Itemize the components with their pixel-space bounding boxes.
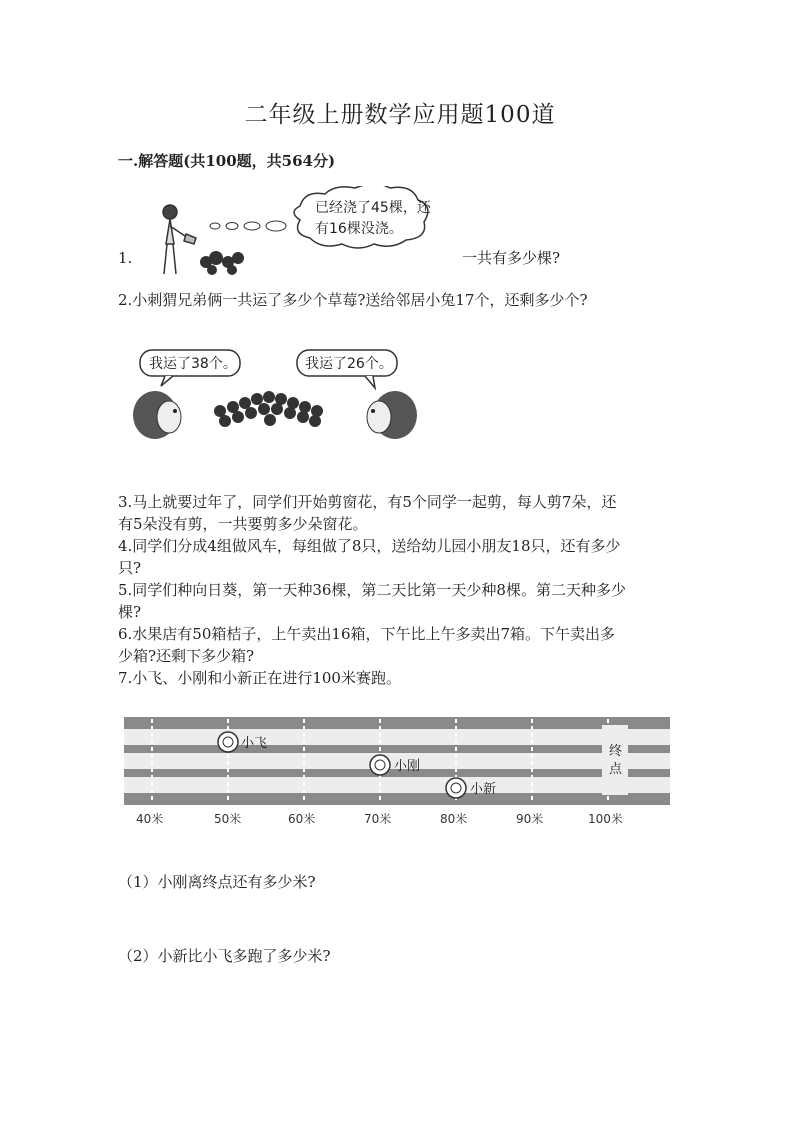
q6-line-1: 6.水果店有50箱桔子，上午卖出16箱，下午比上午多卖出7箱。下午卖出多 [118,625,616,643]
q1-question: 一共有多少棵? [462,249,561,267]
tick-50: 50米 [214,812,242,826]
page-title: 二年级上册数学应用题100道 [244,102,556,128]
finish-box [602,725,628,795]
race-track [122,715,672,835]
q1-number: 1. [118,249,133,267]
q3-line-1: 3.马上就要过年了，同学们开始剪窗花，有5个同学一起剪，每人剪7朵，还 [118,493,617,511]
strawberry-pile [214,391,323,427]
q7-sub-1: （1）小刚离终点还有多少米? [118,873,316,891]
bubble-line-2: 有16棵没浇。 [315,221,403,237]
q2-illustration [125,345,445,450]
hedgehog-right [367,391,417,439]
tick-80: 80米 [440,812,468,826]
q6-line-2: 少箱?还剩下多少箱? [118,647,255,665]
section-heading: 一.解答题(共100题，共564分) [118,152,336,170]
runner-xiaoxin-label: 小新 [470,782,497,797]
q2-text: 2.小刺猬兄弟俩一共运了多少个草莓?送给邻居小兔17个，还剩多少个? [118,291,588,309]
q4-line-1: 4.同学们分成4组做风车，每组做了8只，送给幼儿园小朋友18只，还有多少 [118,537,621,555]
q3-line-2: 有5朵没有剪，一共要剪多少朵窗花。 [118,515,368,533]
q1-illustration [140,186,460,282]
q7-text: 7.小飞、小刚和小新正在进行100米赛跑。 [118,669,401,687]
tick-60: 60米 [288,812,316,826]
q5-line-2: 棵? [118,603,142,621]
tick-70: 70米 [364,812,392,826]
q5-line-1: 5.同学们种向日葵，第一天种36棵，第二天比第一天少种8棵。第二天种多少 [118,581,626,599]
tick-90: 90米 [516,812,544,826]
bubble-left-text: 我运了38个。 [149,356,237,372]
plants-cluster [200,251,244,275]
bubble-right-text: 我运了26个。 [305,356,393,372]
hedgehog-left [133,391,181,439]
q4-line-2: 只? [118,559,142,577]
speech-bubble-left [140,350,240,386]
thought-cloud [294,186,428,248]
tick-100: 100米 [588,812,623,826]
tick-40: 40米 [136,812,164,826]
finish-char-2: 点 [609,762,623,777]
runner-xiaofei-label: 小飞 [241,736,268,751]
runner-xiaogang-label: 小刚 [394,759,421,774]
q7-sub-2: （2）小新比小飞多跑了多少米? [118,947,331,965]
bubble-line-1: 已经浇了45棵，还 [315,200,431,216]
finish-char-1: 终 [609,744,623,759]
speech-bubble-right [297,350,397,388]
girl-watering-figure [163,205,196,274]
